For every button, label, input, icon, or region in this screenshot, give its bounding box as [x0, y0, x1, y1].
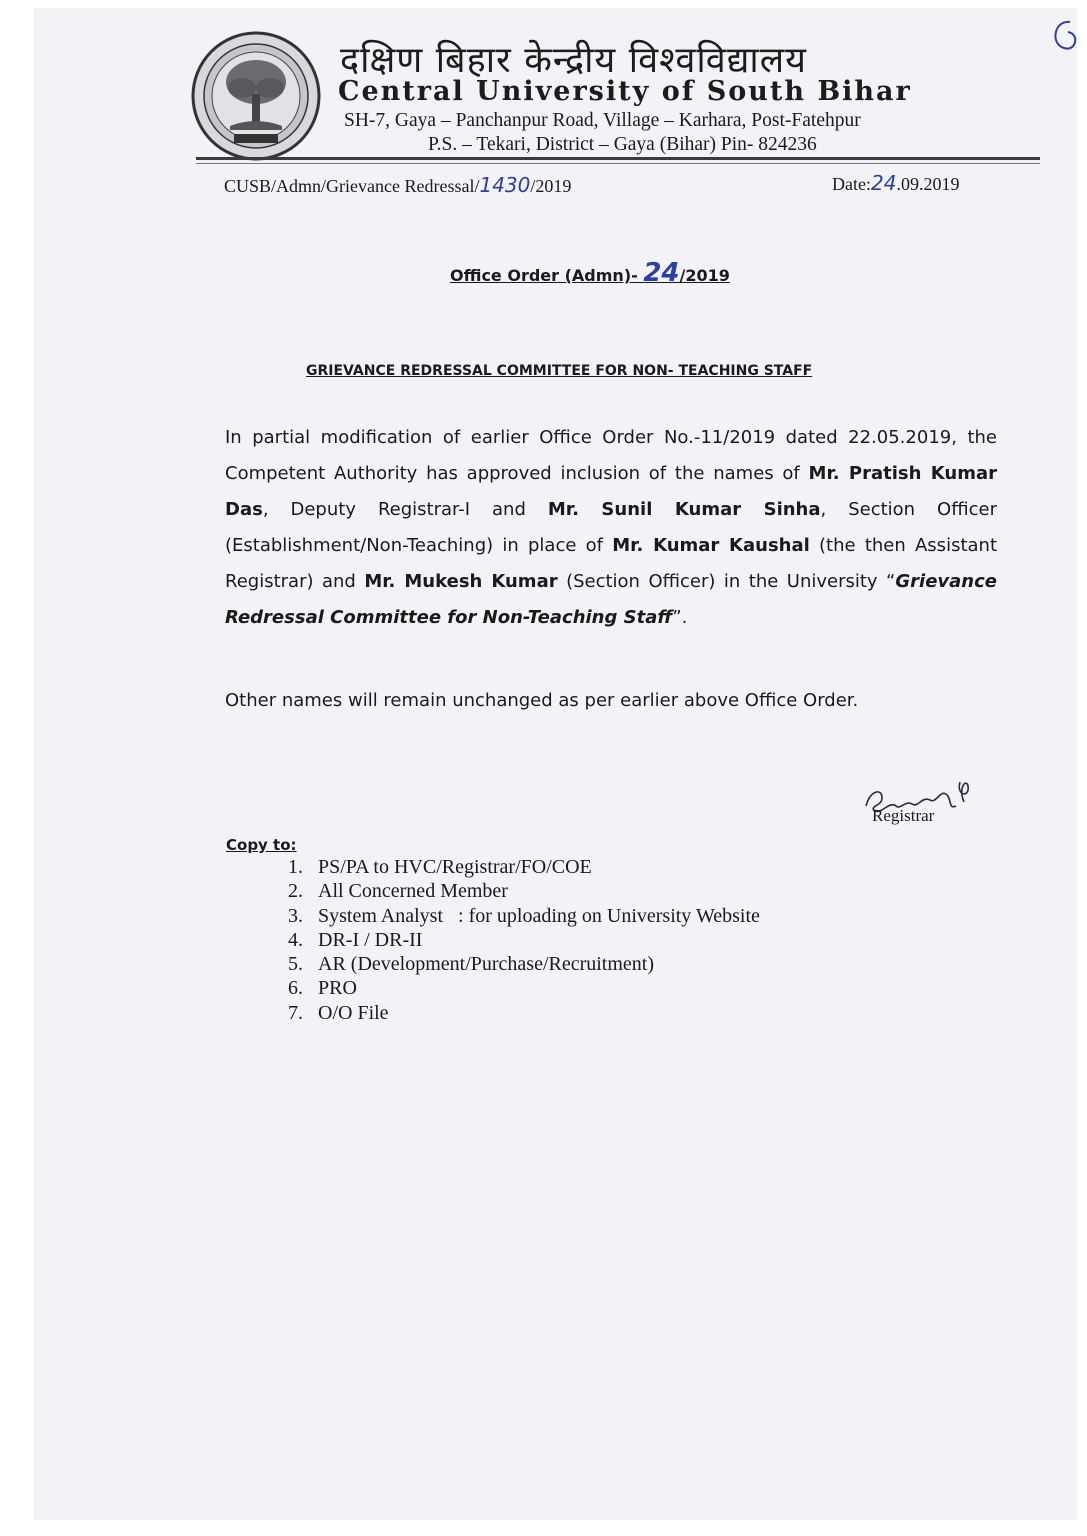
subject-heading: GRIEVANCE REDRESSAL COMMITTEE FOR NON- TEACHING STAFF — [306, 363, 813, 379]
scan-margin-top — [0, 0, 1087, 8]
list-item — [288, 928, 760, 952]
date-label: Date: — [832, 174, 871, 194]
body-text: , Section Officer (Establishment/Non-Teaching) in place of — [225, 499, 997, 556]
body-text: ”. — [672, 607, 688, 628]
scan-margin-left — [0, 0, 34, 1536]
list-item-text: PS/PA to HVC/Registrar/FO/COE — [318, 856, 592, 878]
list-item — [288, 904, 760, 928]
list-item-text: System Analyst : for uploading on University Website — [318, 904, 760, 927]
list-item-number: 2. — [288, 880, 303, 903]
body-paragraph — [225, 420, 997, 636]
reference-number — [224, 173, 571, 197]
order-prefix: Office Order (Admn)- — [450, 266, 644, 285]
copy-to-heading: Copy to: — [226, 836, 297, 854]
body-text: In partial modification of earlier Office Order No.-11/2019 dated 22.05.2019, the Competent Authority has approved inclusion of the names of — [225, 427, 997, 484]
list-item — [288, 976, 760, 1000]
list-item-number: 5. — [288, 953, 303, 976]
committee-name: Grievance Redressal Committee for Non-Teaching Staff — [225, 571, 997, 628]
address-line-2: P.S. – Tekari, District – Gaya (Bihar) Pin- 824236 — [428, 134, 817, 155]
scan-margin-bottom — [0, 1520, 1087, 1536]
member-name: Mr. Sunil Kumar Sinha — [547, 499, 821, 520]
reference-prefix: CUSB/Admn/Grievance Redressal/ — [224, 176, 480, 196]
list-item — [288, 879, 760, 903]
list-item-text: PRO — [318, 977, 357, 1000]
list-item-number: 1. — [288, 856, 303, 878]
other-names-note: Other names will remain unchanged as per earlier above Office Order. — [225, 690, 859, 711]
header-rule — [196, 157, 1040, 160]
list-item-number: 3. — [288, 904, 303, 927]
list-item — [288, 952, 760, 976]
list-item — [288, 855, 760, 879]
reference-handwritten-number: 1430 — [479, 173, 531, 197]
document-date — [832, 171, 959, 195]
signatory-title: Registrar — [872, 806, 935, 825]
university-name-english: Central University of South Bihar — [338, 76, 912, 107]
copy-to-list — [288, 855, 760, 1025]
list-item-text: DR-I / DR-II — [318, 928, 423, 951]
member-name: Mr. Kumar Kaushal — [612, 535, 810, 556]
header-rule-thin — [196, 163, 1040, 164]
member-name: Mr. Pratish Kumar Das — [225, 463, 997, 520]
list-item-text: AR (Development/Purchase/Recruitment) — [318, 953, 655, 976]
body-text: , Deputy Registrar-I and — [262, 499, 548, 520]
university-seal-icon — [190, 30, 322, 162]
office-order-title — [450, 258, 730, 288]
body-text: (Section Officer) in the University “ — [557, 571, 896, 592]
date-rest: .09.2019 — [896, 174, 960, 194]
list-item — [288, 1001, 760, 1025]
body-text: (the then Assistant Registrar) and — [225, 535, 997, 592]
address-line-1: SH-7, Gaya – Panchanpur Road, Village – Karhara, Post-Fatehpur — [344, 110, 861, 131]
order-handwritten-number: 24 — [643, 258, 680, 288]
scan-margin-right — [1077, 0, 1087, 1536]
member-name: Mr. Mukesh Kumar — [364, 571, 558, 592]
list-item-number: 7. — [288, 1001, 303, 1024]
reference-suffix: /2019 — [530, 176, 572, 196]
list-item-text: O/O File — [318, 1001, 389, 1024]
list-item-number: 4. — [288, 928, 303, 951]
list-item-text: All Concerned Member — [318, 880, 508, 903]
list-item-number: 6. — [288, 977, 303, 1000]
page-mark-icon — [1040, 14, 1084, 64]
date-handwritten-day: 24 — [870, 171, 897, 195]
order-suffix: /2019 — [679, 266, 730, 285]
university-name-hindi: दक्षिण बिहार केन्द्रीय विश्वविद्यालय — [340, 40, 808, 81]
